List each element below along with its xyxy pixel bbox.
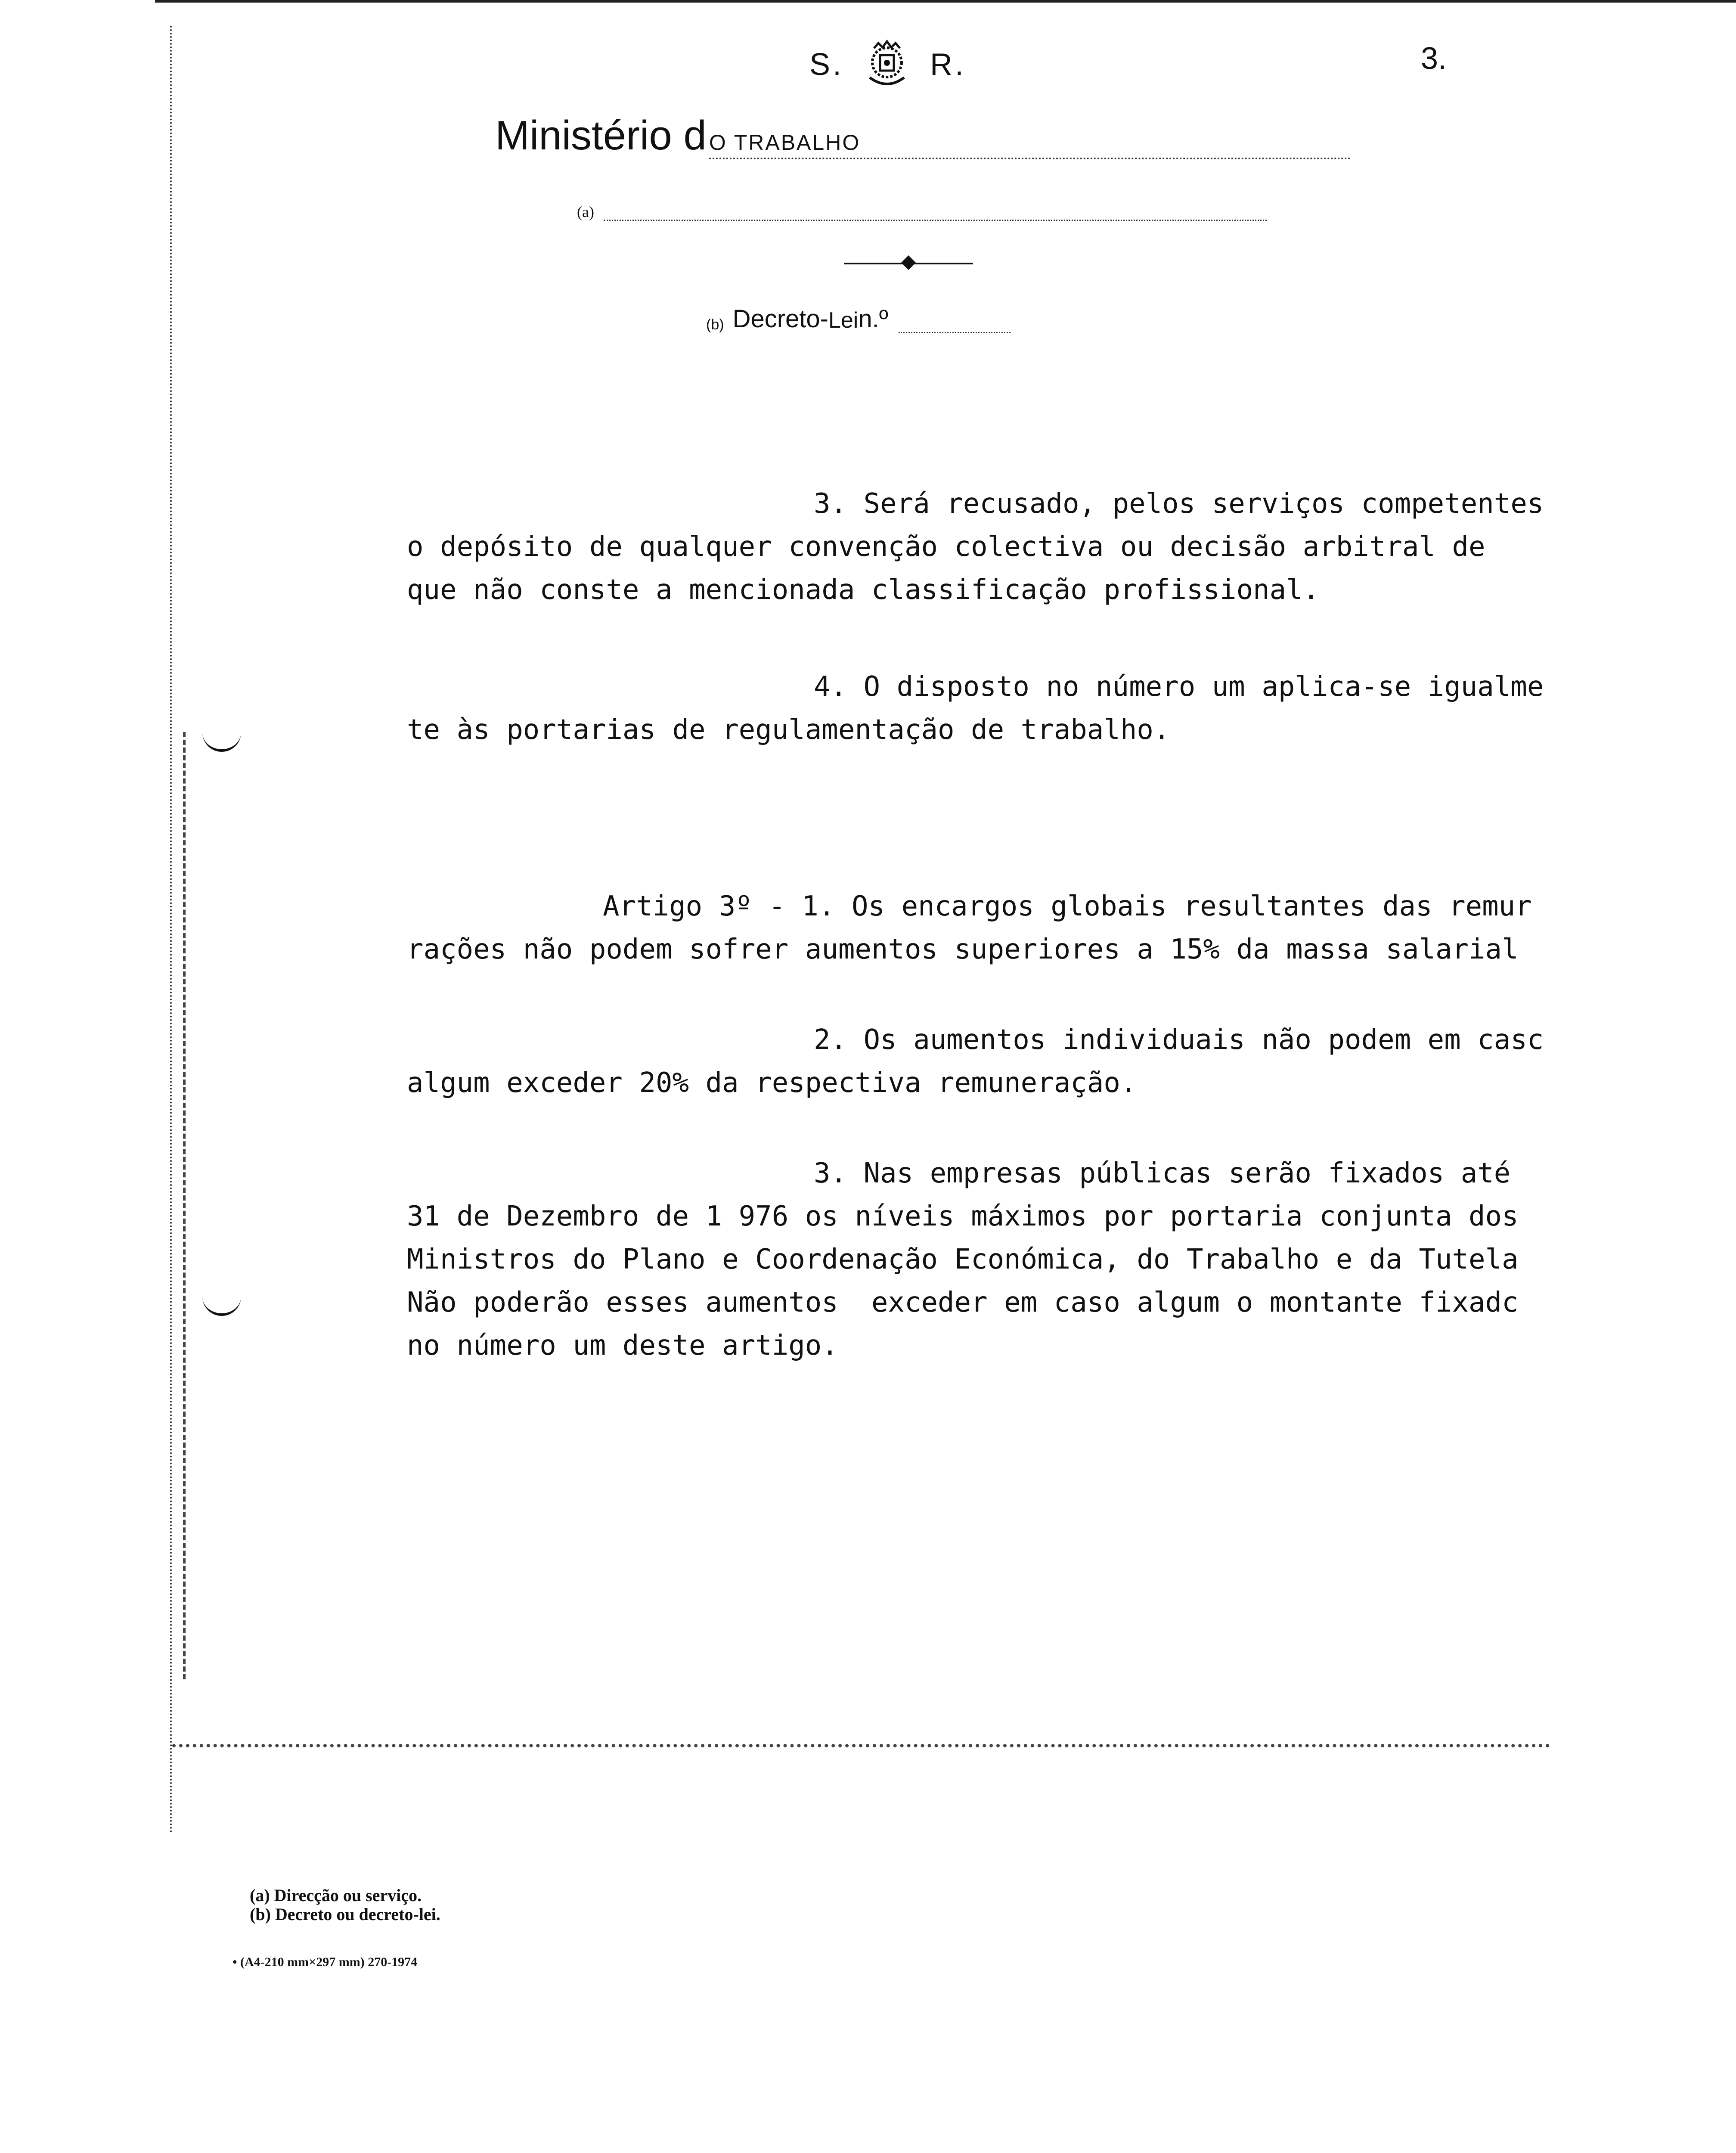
separator-diamond-icon [901,255,916,270]
body-line: Não poderão esses aumentos exceder em caso algum o montante fixadc [407,1287,1519,1318]
body-line: o depósito de qualquer convenção colectiva ou decisão arbitral de [407,531,1485,563]
ministerio-field [495,112,1351,159]
decreto-field [706,301,1011,333]
field-b-label: Decreto- [732,305,828,333]
body-line: algum exceder 20% da respectiva remuneração. [407,1067,1137,1099]
body-line: no número um deste artigo. [407,1330,838,1362]
field-b-suffix: n.º [858,305,888,333]
field-a-marker: (a) [577,203,594,220]
scan-top-border [155,0,1736,3]
header-left-letter: S. [809,47,844,82]
body-line: 4. O disposto no número um aplica-se igualme [814,671,1544,703]
footnote-b: (b) Decreto ou decreto-lei. [250,1905,440,1924]
body-line: Ministros do Plano e Coordenação Económica, do Trabalho e da Tutela [407,1244,1519,1275]
scan-left-edge [170,26,178,1834]
body-line: rações não podem sofrer aumentos superiores a 15% da massa salarial [407,934,1519,965]
body-line: te às portarias de regulamentação de trabalho. [407,714,1170,746]
article-line: Artigo 3º - 1. Os encargos globais resultantes das remur [603,890,1532,922]
direccao-field [577,202,1267,221]
body-line: que não conste a mencionada classificação profissional. [407,574,1320,606]
body-line: 2. Os aumentos individuais não podem em casc [814,1024,1544,1056]
body-line: 31 de Dezembro de 1 976 os níveis máximos por portaria conjunta dos [407,1201,1519,1232]
header-sr [809,39,966,90]
punch-mark-icon [202,710,241,752]
field-b-value: Lei [828,308,859,333]
body-line: 3. Nas empresas públicas serão fixados até [814,1157,1511,1189]
field-a-line [604,202,1267,221]
ministerio-label: Ministério d [495,112,707,158]
punch-mark-icon [202,1275,241,1316]
dotted-rule [172,1744,1550,1747]
field-b-marker: (b) [706,316,724,333]
scan-left-edge-marks [183,732,189,1679]
form-format-note: • (A4-210 mm×297 mm) 270-1974 [232,1955,418,1969]
header-right-letter: R. [930,47,967,82]
footnote-a: (a) Direcção ou serviço. [250,1886,422,1905]
page-number: 3. [1421,41,1447,76]
footnotes [250,1886,440,1924]
ministerio-value: O TRABALHO [709,130,1351,159]
field-b-line [899,315,1011,333]
body-line: 3. Será recusado, pelos serviços competentes [814,488,1544,520]
coat-of-arms-icon [861,39,913,90]
